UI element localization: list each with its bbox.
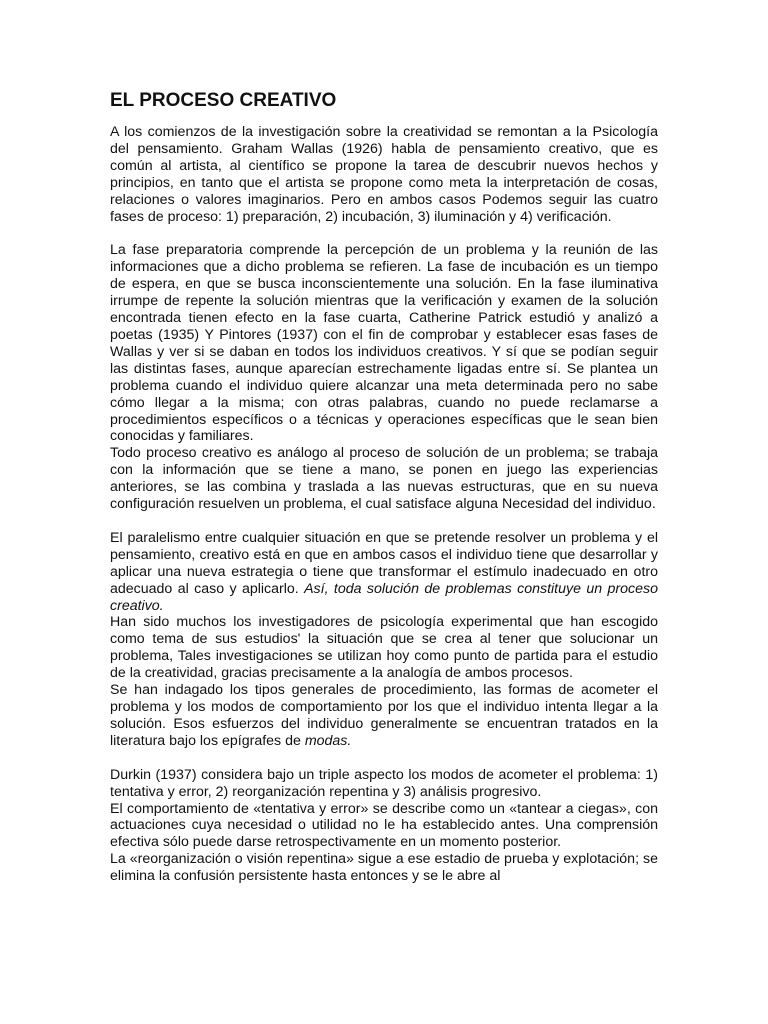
paragraph-4 (110, 530, 658, 615)
paragraph-2: La fase preparatoria comprende la percepción de un problema y la reunión de las informaciones que a dicho problema se refieren. La fase de incubación es un tiempo de espera, en que se busca inconscientemente una solución. En la fase iluminativa irrumpe de repente la solución mientras que la verificación y examen de la solución encontrada tienen efecto en la fase cuarta, Catherine Patrick estudió y analizó a poetas (1935) Y Pintores (1937) con el fin de comprobar y establecer esas fases de Wallas y ver si se daban en todos los individuos creativos. Y sí que se podían seguir las distintas fases, aunque aparecían estrechamente ligadas entre sí. Se plantea un problema cuando el individuo quiere alcanzar una meta determinada pero no sabe cómo llegar a la misma; con otras palabras, cuando no puede reclamarse a procedimientos específicos o a técnicas y operaciones específicas que le sean bien conocidas y familiares. (110, 242, 658, 445)
paragraph-6 (110, 682, 658, 750)
paragraph-7: Durkin (1937) considera bajo un triple aspecto los modos de acometer el problema: 1) tentativa y error, 2) reorganización repentina y 3) análisis progresivo. (110, 766, 658, 800)
paragraph-4-text: El paralelismo entre cualquier situación en que se pretende resolver un problema y el pensamiento, creativo está en que en ambos casos el individuo tiene que desarrollar y aplicar una nueva estrategia o tiene que transformar el estímulo inadecuado en otro adecuado al caso y aplicarlo. (110, 529, 658, 597)
paragraph-gap (110, 225, 658, 242)
document-title: EL PROCESO CREATIVO (110, 90, 337, 111)
paragraph-9: La «reorganización o visión repentina» sigue a ese estadio de prueba y explotación; se elimina la confusión persistente hasta entonces y se le abre al (110, 851, 658, 885)
paragraph-gap (110, 750, 658, 767)
paragraph-3: Todo proceso creativo es análogo al proceso de solución de un problema; se trabaja con la información que se tiene a mano, se ponen en juego las experiencias anteriores, se las combina y traslada a las nuevas estructuras, que en su nueva configuración resuelven un problema, el cual satisface alguna Necesidad del individuo. (110, 445, 658, 513)
paragraph-5: Han sido muchos los investigadores de psicología experimental que han escogido como tema de sus estudios' la situación que se crea al tener que solucionar un problema, Tales investigaciones se utilizan hoy como punto de partida para el estudio de la creatividad, gracias precisamente a la analogía de ambos procesos. (110, 614, 658, 682)
paragraph-8: El comportamiento de «tentativa y error» se describe como un «tantear a ciegas», con actuaciones cuya necesidad o utilidad no le ha establecido antes. Una comprensión efectiva sólo puede darse retrospectivamente en un momento posterior. (110, 800, 658, 851)
paragraph-1: A los comienzos de la investigación sobre la creatividad se remontan a la Psicología del pensamiento. Graham Wallas (1926) habla de pensamiento creativo, que es común al artista, al científico se propone la tarea de descubrir nuevos hechos y principios, en tanto que el artista se propone como meta la interpretación de cosas, relaciones o valores imaginarios. Pero en ambos casos Podemos seguir las cuatro fases de proceso: 1) preparación, 2) incubación, 3) iluminación y 4) verificación. (110, 124, 658, 225)
paragraph-4-emphasis: Así, toda solución de problemas constituye un proceso creativo. (110, 580, 658, 614)
document-page (110, 88, 658, 885)
paragraph-6-emphasis: modas. (304, 732, 352, 749)
paragraph-gap (110, 513, 658, 530)
paragraph-6-text: Se han indagado los tipos generales de procedimiento, las formas de acometer el problema y los modos de comportamiento por los que el individuo intenta llegar a la solución. Esos esfuerzos del individuo generalmente se encuentran tratados en la literatura bajo los epígrafes de (110, 682, 658, 749)
